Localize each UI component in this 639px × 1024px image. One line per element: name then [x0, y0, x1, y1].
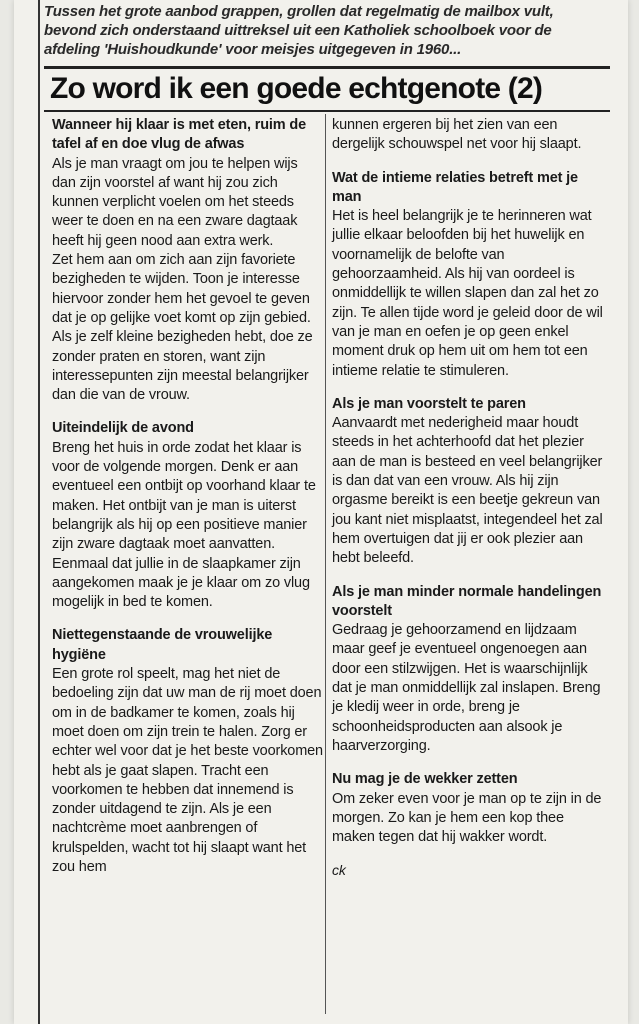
- section-handelingen: [332, 583, 606, 757]
- paragraph: Aanvaardt met nederigheid maar houdt steeds in het achterhoofd dat het plezier aan de man is besteed en veel belangrijker is dan dat van een vrouw. Als hij zijn orgasme bereikt is een beetje gekreun van jou kant niet misplaatst, integendeel het zal hem overtuigen dat jij er ook plezier aan hebt beleefd.: [332, 415, 603, 567]
- intro-text: Tussen het grote aanbod grappen, grollen dat regelmatig de mailbox vult, bevond zich onderstaand uittreksel uit een Katholiek schoolboek voor de afdeling 'Huishoudkunde' voor meisjes uitgegeven in 1960...: [44, 3, 554, 58]
- headline-rule-bottom: [44, 110, 610, 112]
- section-avond: [52, 419, 324, 612]
- section-hygiene: [52, 626, 324, 877]
- section-heading: Niettegenstaande de vrouwelijke hygiëne: [52, 627, 273, 663]
- section-intieme-relaties: [332, 169, 606, 381]
- paragraph: Als je man vraagt om jou te helpen wijs dan zijn voorstel af want hij zou zich kunnen verplicht voelen om het steeds weer te doen en na een zware dagtaak heeft hij geen nood aan extra werk.: [52, 155, 298, 249]
- paragraph: Om zeker even voor je man op te zijn in de morgen. Zo kan je hem een kop thee maken tegen dat hij wakker wordt.: [332, 790, 602, 846]
- continued-paragraph: kunnen ergeren bij het zien van een dergelijk schouwspel net voor hij slaapt.: [332, 117, 582, 153]
- left-column: [52, 116, 324, 891]
- section-heading: Wat de intieme relaties betreft met je man: [332, 169, 578, 205]
- column-divider: [325, 114, 326, 1014]
- section-paren: [332, 395, 606, 569]
- article-headline: Zo word ik een goede echtgenote (2): [50, 72, 543, 105]
- section-wekker: [332, 770, 606, 847]
- section-heading: Nu mag je de wekker zetten: [332, 771, 518, 788]
- author-signature: ck: [332, 862, 346, 879]
- section-afwas: [52, 116, 324, 405]
- paragraph: Eenmaal dat jullie in de slaapkamer zijn aangekomen maak je je klaar om zo vlug mogelijk in bed te komen.: [52, 555, 310, 611]
- section-heading: Als je man voorstelt te paren: [332, 395, 526, 412]
- right-column: [332, 116, 606, 881]
- section-heading: Uiteindelijk de avond: [52, 420, 194, 437]
- paragraph: Een grote rol speelt, mag het niet de bedoeling zijn dat uw man de rij moet doen om in de badkamer te komen, zoals hij moet doen om zijn trein te halen. Zorg er echter wel voor dat je het beste voorkomen hebt als je gaat slapen. Tracht een voorkomen te hebben dat innemend is zonder uitdagend te zijn. Als je een nachtcrème moet aanbrengen of krulspelden, wacht tot hij slaapt want het zou hem: [52, 666, 323, 875]
- paragraph: Breng het huis in orde zodat het klaar is voor de volgende morgen. Denk er aan eventueel een ontbijt op voorhand klaar te maken. Het ontbijt van je man is uiterst belangrijk als hij op een positieve manier zijn zware dagtaak moet aanvatten.: [52, 439, 316, 553]
- paragraph: Het is heel belangrijk je te herinneren wat jullie elkaar beloofden bij het huwelijk en voornamelijk de belofte van gehoorzaamheid. Als hij van oordeel is onmiddellijk te willen slapen dan zal het zo zijn. Te allen tijde word je geleid door de wil van je man en oefen je op geen enkel moment druk op hem uit om hem tot een intieme relatie te stimuleren.: [332, 208, 603, 379]
- paragraph: Zet hem aan om zich aan zijn favoriete bezigheden te wijden. Toon je interesse hiervoor zonder hem het gevoel te geven dat je op gelijke voet komt op zijn gebied. Als je zelf kleine bezigheden hebt, doe ze zonder praten en storen, want zijn interessepunten zijn meestal belangrijker dan die van de vrouw.: [52, 252, 313, 404]
- paragraph: Gedraag je gehoorzamend en lijdzaam maar geef je eventueel ongenoegen aan door een stilzwijgen. Het is waarschijnlijk dat je man onmiddellijk zal inslapen. Breng je kledij weer in orde, breng je schoonheidsproducten aan alsook je haarverzorging.: [332, 622, 601, 754]
- section-heading: Als je man minder normale handelingen voorstelt: [332, 583, 602, 619]
- section-heading: Wanneer hij klaar is met eten, ruim de tafel af en doe vlug de afwas: [52, 117, 307, 153]
- left-border-line: [38, 0, 40, 1024]
